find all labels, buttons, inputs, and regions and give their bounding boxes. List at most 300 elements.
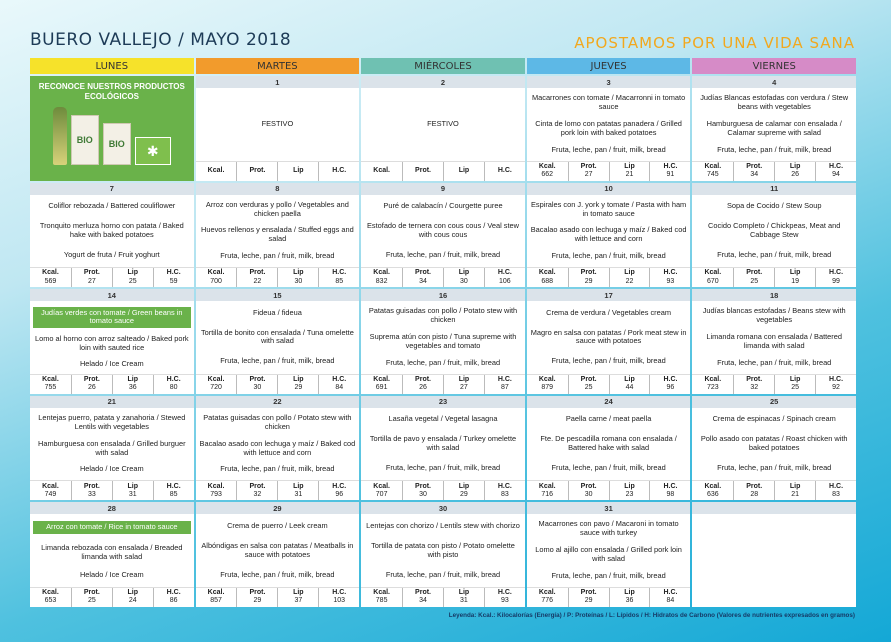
menu-title: BUERO VALLEJO / MAYO 2018 bbox=[30, 30, 292, 50]
nutrient-hc bbox=[153, 268, 194, 287]
day-number: 29 bbox=[196, 502, 360, 514]
menu-calendar-grid bbox=[30, 58, 856, 607]
nutrient-label: H.C. bbox=[166, 482, 181, 490]
nutrient-label: Prot. bbox=[415, 482, 431, 490]
nutrient-hc bbox=[318, 588, 359, 607]
nutrient-label: Lip bbox=[624, 589, 635, 597]
nutrient-hc bbox=[649, 588, 690, 607]
second-course: Tortilla de patata con pisto / Potato omelette with pisto bbox=[371, 540, 515, 559]
nutrient-prot bbox=[236, 375, 277, 394]
nutrient-value: 85 bbox=[335, 277, 344, 285]
day-number: 30 bbox=[361, 502, 525, 514]
nutrient-label: Lip bbox=[458, 589, 470, 597]
nutrient-value: 91 bbox=[666, 171, 675, 179]
first-course: Sopa de Cocido / Stew Soup bbox=[726, 201, 822, 211]
second-course: Magro en salsa con patatas / Pork meat stew in sauce with potatoes bbox=[530, 327, 687, 346]
promo-products bbox=[53, 107, 171, 165]
nutrient-label: Lip bbox=[458, 375, 470, 383]
day-cell-25 bbox=[692, 396, 856, 501]
day-header-0: LUNES bbox=[30, 58, 194, 74]
nutrient-label: Prot. bbox=[83, 589, 100, 597]
nutrient-label: Lip bbox=[624, 162, 635, 170]
nutrient-value: 720 bbox=[210, 384, 222, 392]
nutrient-kcal bbox=[196, 588, 237, 607]
nutrient-label: Kcal. bbox=[207, 375, 225, 383]
nutrient-value: 59 bbox=[169, 277, 178, 285]
dessert: Fruta, leche, pan / fruit, milk, bread bbox=[385, 569, 501, 579]
nutrient-kcal bbox=[30, 268, 71, 287]
day-cell-17 bbox=[527, 289, 691, 394]
nutrient-prot bbox=[568, 588, 609, 607]
nutrient-value: 670 bbox=[706, 277, 719, 285]
nutrient-value: 707 bbox=[375, 490, 388, 498]
nutrient-lip bbox=[609, 375, 650, 394]
nutrient-value: 27 bbox=[460, 384, 468, 392]
first-course: Crema de puerro / Leek cream bbox=[227, 520, 328, 530]
nutrient-prot bbox=[236, 481, 277, 500]
nutrient-label: Prot. bbox=[415, 166, 431, 174]
first-course: Espirales con J. york y tomate / Pasta with ham in tomato sauce bbox=[530, 199, 687, 218]
day-number: 15 bbox=[196, 289, 360, 301]
first-course: FESTIVO bbox=[427, 118, 459, 128]
nutrient-value: 749 bbox=[44, 490, 57, 498]
nutrient-label: Kcal. bbox=[538, 589, 556, 597]
day-menu bbox=[30, 514, 194, 587]
day-cell-29 bbox=[196, 502, 360, 607]
nutrient-prot bbox=[71, 588, 112, 607]
nutrient-hc bbox=[484, 588, 525, 607]
nutrient-lip bbox=[277, 268, 318, 287]
nutrient-label: H.C. bbox=[497, 269, 512, 277]
nutrient-value: 569 bbox=[44, 277, 57, 285]
day-menu bbox=[361, 514, 525, 587]
nutrition-legend: Leyenda: Kcal.: Kilocalorías (Energía) / P: Proteínas / L: Lípidos / H: Hidratos de Carbono (Valores de nutrientes expresados en gramos) bbox=[448, 612, 855, 619]
day-cell-28 bbox=[30, 502, 194, 607]
nutrient-value: 25 bbox=[750, 277, 759, 285]
first-course: Patatas guisadas con pollo / Potato stew with chicken bbox=[203, 412, 352, 431]
first-course: Macarrones con tomate / Macarronni in tomato sauce bbox=[531, 93, 686, 111]
day-menu bbox=[527, 408, 691, 481]
nutrient-value: 25 bbox=[584, 384, 593, 392]
nutrient-label: Kcal. bbox=[42, 589, 59, 597]
day-cell-3 bbox=[527, 76, 691, 181]
second-course: Fte. De pescadilla romana con ensalada / Battered hake with salad bbox=[540, 434, 677, 453]
nutrient-label: Lip bbox=[293, 166, 304, 174]
nutrient-value: 37 bbox=[294, 597, 303, 605]
day-header-4: VIERNES bbox=[692, 58, 856, 74]
nutrition-row bbox=[196, 587, 360, 607]
dessert: Fruta, leche, pan / fruit, milk, bread bbox=[551, 356, 666, 366]
nutrient-label: Kcal. bbox=[207, 589, 225, 597]
nutrient-label: Kcal. bbox=[373, 375, 390, 383]
nutrient-label: H.C. bbox=[497, 589, 512, 597]
nutrition-row bbox=[196, 267, 360, 287]
nutrient-label: H.C. bbox=[332, 589, 347, 597]
day-header-2: MIÉRCOLES bbox=[361, 58, 525, 74]
nutrient-kcal bbox=[692, 268, 733, 287]
nutrient-value: 99 bbox=[832, 277, 840, 285]
nutrient-label: Lip bbox=[789, 162, 801, 170]
day-number: 24 bbox=[527, 396, 691, 408]
nutrient-value: 96 bbox=[335, 490, 344, 498]
day-cell-9 bbox=[361, 183, 525, 288]
nutrient-prot bbox=[71, 481, 112, 500]
nutrient-kcal bbox=[30, 375, 71, 394]
nutrient-label: H.C. bbox=[332, 482, 347, 490]
dessert: Fruta, leche, pan / fruit, milk, bread bbox=[385, 249, 501, 259]
first-course: FESTIVO bbox=[261, 118, 294, 128]
day-menu bbox=[692, 408, 856, 481]
first-course: Lasaña vegetal / Vegetal lasagna bbox=[388, 414, 498, 424]
nutrient-label: H.C. bbox=[332, 166, 347, 174]
nutrient-prot bbox=[568, 375, 609, 394]
nutrient-kcal bbox=[361, 268, 402, 287]
nutrient-label: Prot. bbox=[83, 375, 100, 383]
nutrient-label: H.C. bbox=[497, 375, 512, 383]
dessert: Fruta, leche, pan / fruit, milk, bread bbox=[220, 569, 335, 579]
nutrient-value: 84 bbox=[335, 384, 344, 392]
nutrient-label: H.C. bbox=[663, 589, 678, 597]
nutrient-value: 25 bbox=[87, 597, 96, 605]
nutrient-label: H.C. bbox=[497, 482, 512, 490]
second-course: Tortilla de bonito con ensalada / Tuna omelette with salad bbox=[200, 327, 354, 346]
day-number: 16 bbox=[361, 289, 525, 301]
dessert: Fruta, leche, pan / fruit, milk, bread bbox=[717, 357, 832, 367]
nutrient-value: 755 bbox=[44, 384, 57, 392]
nutrient-value: 29 bbox=[294, 384, 303, 392]
nutrient-prot bbox=[568, 268, 609, 287]
nutrient-value: 27 bbox=[87, 277, 96, 285]
promo-text: RECONOCE NUESTROS PRODUCTOS ECOLÓGICOS bbox=[38, 82, 185, 101]
nutrient-value: 25 bbox=[791, 384, 800, 392]
nutrient-label: H.C. bbox=[663, 375, 678, 383]
nutrient-label: H.C. bbox=[663, 162, 678, 170]
nutrient-lip bbox=[277, 588, 318, 607]
nutrient-label: Prot. bbox=[580, 375, 597, 383]
nutrient-lip bbox=[774, 162, 815, 181]
nutrient-label: H.C. bbox=[497, 166, 512, 174]
dessert: Fruta, leche, pan / fruit, milk, bread bbox=[385, 463, 501, 472]
nutrient-label: Kcal. bbox=[42, 375, 59, 383]
nutrition-row bbox=[361, 374, 525, 394]
day-menu bbox=[527, 88, 691, 161]
first-course: Paella carne / meat paella bbox=[565, 414, 652, 424]
nutrition-row bbox=[361, 267, 525, 287]
first-course: Coliflor rebozada / Battered couliflower bbox=[48, 201, 176, 211]
nutrient-kcal bbox=[196, 375, 237, 394]
second-course: Lomo al horno con arroz salteado / Baked pork loin with sauted rice bbox=[34, 334, 189, 352]
nutrient-value: 85 bbox=[169, 490, 178, 498]
first-course: Puré de calabacín / Courgette puree bbox=[383, 201, 503, 211]
nutrient-kcal bbox=[692, 375, 733, 394]
nutrient-label: H.C. bbox=[829, 375, 844, 383]
nutrient-label: Lip bbox=[458, 269, 470, 277]
day-menu bbox=[30, 301, 194, 374]
nutrient-hc bbox=[649, 162, 690, 181]
dessert: Yogurt de fruta / Fruit yoghurt bbox=[63, 249, 160, 259]
nutrient-value: 688 bbox=[541, 277, 554, 285]
nutrient-lip bbox=[277, 375, 318, 394]
nutrient-prot bbox=[402, 481, 443, 500]
day-cell-8 bbox=[196, 183, 360, 288]
nutrient-value: 636 bbox=[706, 490, 719, 498]
olive-oil-bottle-icon bbox=[53, 107, 67, 165]
nutrient-value: 32 bbox=[750, 384, 759, 392]
nutrient-value: 103 bbox=[333, 597, 346, 605]
nutrient-hc bbox=[815, 162, 856, 181]
nutrition-row bbox=[196, 374, 360, 394]
day-menu bbox=[527, 301, 691, 374]
day-cell-22 bbox=[196, 396, 360, 501]
second-course: Cocido Completo / Chickpeas, Meat and Cabbage Stew bbox=[708, 221, 841, 239]
nutrient-value: 31 bbox=[460, 597, 468, 605]
nutrient-label: Kcal. bbox=[704, 482, 722, 490]
nutrient-label: Lip bbox=[458, 166, 470, 174]
nutrient-hc bbox=[484, 375, 525, 394]
nutrient-value: 94 bbox=[832, 171, 840, 179]
nutrient-value: 22 bbox=[625, 277, 634, 285]
nutrient-prot bbox=[236, 268, 277, 287]
day-cell-10 bbox=[527, 183, 691, 288]
nutrient-label: Kcal. bbox=[704, 269, 722, 277]
day-menu bbox=[196, 514, 360, 587]
nutrient-label: Kcal. bbox=[207, 482, 225, 490]
day-menu bbox=[30, 195, 194, 268]
nutrient-hc bbox=[649, 481, 690, 500]
nutrient-prot bbox=[71, 375, 112, 394]
nutrient-hc bbox=[318, 481, 359, 500]
nutrient-kcal bbox=[196, 162, 237, 181]
nutrient-lip bbox=[112, 481, 153, 500]
second-course: Hamburguesa con ensalada / Grilled burguer with salad bbox=[38, 438, 186, 457]
nutrient-value: 29 bbox=[460, 490, 468, 498]
nutrient-value: 36 bbox=[625, 597, 634, 605]
nutrient-label: Prot. bbox=[580, 589, 597, 597]
dessert: Fruta, leche, pan / fruit, milk, bread bbox=[717, 463, 832, 472]
day-cell-21 bbox=[30, 396, 194, 501]
nutrient-label: Lip bbox=[127, 482, 138, 490]
first-course: Judías blancas estofadas / Beans stew with vegetables bbox=[702, 306, 846, 325]
day-number: 14 bbox=[30, 289, 194, 301]
nutrition-row bbox=[361, 587, 525, 607]
nutrient-lip bbox=[277, 162, 318, 181]
second-course: Bacalao asado con lechuga y maíz / Baked cod with lettuce and corn bbox=[199, 438, 356, 457]
bio-milk-pack bbox=[71, 115, 99, 165]
day-menu bbox=[527, 195, 691, 268]
nutrient-value: 31 bbox=[294, 490, 303, 498]
nutrient-label: Kcal. bbox=[373, 166, 390, 174]
first-course: Crema de verdura / Vegetables cream bbox=[546, 307, 672, 317]
first-course: Judías Blancas estofadas con verdura / Stew beans with vegetables bbox=[700, 93, 849, 111]
nutrient-lip bbox=[609, 268, 650, 287]
first-course: Lentejas puerro, patata y zanahoria / Stewed Lentils with vegetables bbox=[38, 412, 186, 431]
nutrient-value: 29 bbox=[584, 277, 593, 285]
nutrient-label: Lip bbox=[293, 589, 304, 597]
nutrient-value: 98 bbox=[666, 490, 675, 498]
nutrient-value: 93 bbox=[666, 277, 675, 285]
nutrient-label: Prot. bbox=[580, 162, 597, 170]
nutrient-lip bbox=[609, 588, 650, 607]
nutrient-value: 30 bbox=[460, 277, 468, 285]
nutrient-value: 24 bbox=[128, 597, 137, 605]
nutrient-kcal bbox=[30, 481, 71, 500]
day-menu bbox=[361, 301, 525, 374]
day-number: 9 bbox=[361, 183, 525, 195]
nutrient-label: Prot. bbox=[580, 482, 597, 490]
day-cell-14 bbox=[30, 289, 194, 394]
nutrient-label: Lip bbox=[789, 375, 801, 383]
day-cell-30 bbox=[361, 502, 525, 607]
nutrient-label: Prot. bbox=[83, 482, 100, 490]
nutrient-label: Prot. bbox=[249, 166, 266, 174]
nutrient-value: 96 bbox=[666, 384, 675, 392]
day-number: 17 bbox=[527, 289, 691, 301]
nutrient-label: Prot. bbox=[83, 269, 100, 277]
second-course: Estofado de ternera con cous cous / Veal stew with cous cous bbox=[366, 221, 519, 239]
nutrient-lip bbox=[112, 268, 153, 287]
nutrient-label: Lip bbox=[293, 375, 304, 383]
dessert: Fruta, leche, pan / fruit, milk, bread bbox=[551, 144, 666, 154]
nutrient-value: 28 bbox=[750, 490, 759, 498]
first-course: Arroz con verduras y pollo / Vegetables and chicken paella bbox=[205, 199, 349, 218]
nutrient-value: 32 bbox=[253, 490, 262, 498]
nutrient-lip bbox=[112, 375, 153, 394]
bio-label: BIO bbox=[108, 138, 125, 149]
nutrient-hc bbox=[318, 162, 359, 181]
nutrient-value: 86 bbox=[169, 597, 178, 605]
nutrient-value: 21 bbox=[791, 490, 800, 498]
nutrient-kcal bbox=[692, 481, 733, 500]
nutrient-kcal bbox=[361, 588, 402, 607]
nutrient-value: 33 bbox=[87, 490, 96, 498]
nutrition-row bbox=[30, 587, 194, 607]
bio-label: BIO bbox=[76, 134, 93, 145]
nutrient-kcal bbox=[527, 375, 568, 394]
nutrition-row bbox=[692, 267, 856, 287]
day-number: 31 bbox=[527, 502, 691, 514]
nutrient-label: Prot. bbox=[415, 269, 431, 277]
dessert: Fruta, leche, pan / fruit, milk, bread bbox=[551, 571, 666, 581]
nutrient-label: Prot. bbox=[746, 269, 763, 277]
nutrient-label: Kcal. bbox=[538, 269, 556, 277]
nutrient-kcal bbox=[361, 375, 402, 394]
nutrient-kcal bbox=[692, 162, 733, 181]
nutrient-lip bbox=[774, 268, 815, 287]
day-cell-18 bbox=[692, 289, 856, 394]
nutrient-label: Prot. bbox=[249, 269, 266, 277]
nutrition-row bbox=[527, 480, 691, 500]
nutrient-label: Kcal. bbox=[373, 482, 390, 490]
nutrient-hc bbox=[153, 481, 194, 500]
nutrient-value: 34 bbox=[419, 277, 427, 285]
nutrient-label: H.C. bbox=[663, 482, 678, 490]
nutrient-label: Prot. bbox=[249, 482, 266, 490]
nutrition-row bbox=[692, 480, 856, 500]
nutrient-value: 34 bbox=[419, 597, 427, 605]
nutrition-row bbox=[692, 161, 856, 181]
dessert: Fruta, leche, pan / fruit, milk, bread bbox=[717, 249, 832, 259]
nutrient-label: H.C. bbox=[166, 589, 181, 597]
nutrient-label: Kcal. bbox=[538, 162, 556, 170]
nutrient-prot bbox=[733, 375, 774, 394]
nutrient-lip bbox=[443, 375, 484, 394]
second-course: Tronquito merluza horno con patata / Baked hake with baked potatoes bbox=[39, 221, 184, 239]
second-course: Huevos rellenos y ensalada / Stuffed eggs and salad bbox=[201, 225, 354, 244]
nutrient-value: 80 bbox=[169, 384, 178, 392]
slogan: APOSTAMOS POR UNA VIDA SANA bbox=[574, 34, 855, 52]
second-course: Bacalao asado con lechuga y maíz / Baked cod with lettuce and corn bbox=[530, 225, 687, 244]
dessert: Fruta, leche, pan / fruit, milk, bread bbox=[220, 356, 335, 366]
nutrient-label: Kcal. bbox=[42, 269, 59, 277]
nutrient-value: 22 bbox=[253, 277, 262, 285]
nutrient-value: 83 bbox=[832, 490, 840, 498]
day-cell-4 bbox=[692, 76, 856, 181]
nutrient-value: 29 bbox=[253, 597, 262, 605]
second-course: Lomo al ajillo con ensalada / Grilled pork loin with salad bbox=[535, 545, 682, 564]
nutrient-value: 26 bbox=[791, 171, 800, 179]
day-number: 2 bbox=[361, 76, 525, 88]
day-menu bbox=[361, 88, 525, 161]
first-course: Fideua / fideua bbox=[252, 307, 302, 317]
nutrient-label: Prot. bbox=[580, 269, 597, 277]
nutrient-label: Lip bbox=[127, 375, 138, 383]
nutrient-prot bbox=[568, 481, 609, 500]
nutrient-value: 93 bbox=[500, 597, 509, 605]
nutrient-prot bbox=[402, 268, 443, 287]
nutrient-label: Kcal. bbox=[704, 162, 722, 170]
nutrient-prot bbox=[402, 162, 443, 181]
nutrient-hc bbox=[484, 268, 525, 287]
day-cell-11 bbox=[692, 183, 856, 288]
nutrient-value: 832 bbox=[375, 277, 388, 285]
nutrient-label: Lip bbox=[789, 269, 801, 277]
day-cell-7 bbox=[30, 183, 194, 288]
dessert: Helado / Ice Cream bbox=[79, 464, 144, 474]
nutrition-row bbox=[527, 374, 691, 394]
nutrient-label: Prot. bbox=[746, 375, 763, 383]
first-course: Patatas guisadas con pollo / Potato stew with chicken bbox=[368, 306, 518, 325]
day-menu bbox=[30, 408, 194, 481]
first-course: Arroz con tomate / Rice in tomato sauce bbox=[33, 521, 191, 534]
nutrient-value: 785 bbox=[375, 597, 388, 605]
nutrient-kcal bbox=[361, 162, 402, 181]
nutrient-hc bbox=[649, 375, 690, 394]
nutrient-kcal bbox=[30, 588, 71, 607]
nutrient-label: Lip bbox=[624, 482, 635, 490]
nutrition-row bbox=[361, 480, 525, 500]
nutrient-label: H.C. bbox=[829, 162, 844, 170]
nutrient-value: 83 bbox=[500, 490, 509, 498]
nutrient-hc bbox=[318, 268, 359, 287]
day-number: 21 bbox=[30, 396, 194, 408]
nutrient-label: H.C. bbox=[332, 375, 347, 383]
day-menu bbox=[361, 408, 525, 481]
day-menu bbox=[196, 408, 360, 481]
day-menu bbox=[361, 195, 525, 268]
nutrient-value: 29 bbox=[584, 597, 593, 605]
nutrient-value: 87 bbox=[500, 384, 509, 392]
nutrient-prot bbox=[402, 375, 443, 394]
nutrient-label: H.C. bbox=[829, 482, 844, 490]
nutrient-value: 30 bbox=[419, 490, 427, 498]
first-course: Macarrones con pavo / Macaroni in tomato sauce with turkey bbox=[538, 519, 679, 538]
nutrient-kcal bbox=[361, 481, 402, 500]
nutrient-value: 745 bbox=[706, 171, 719, 179]
day-menu bbox=[692, 301, 856, 374]
nutrient-label: Kcal. bbox=[373, 589, 390, 597]
second-course: Limanda rebozada con ensalada / Breaded limanda with salad bbox=[41, 542, 183, 561]
dessert: Fruta, leche, pan / fruit, milk, bread bbox=[717, 144, 832, 154]
